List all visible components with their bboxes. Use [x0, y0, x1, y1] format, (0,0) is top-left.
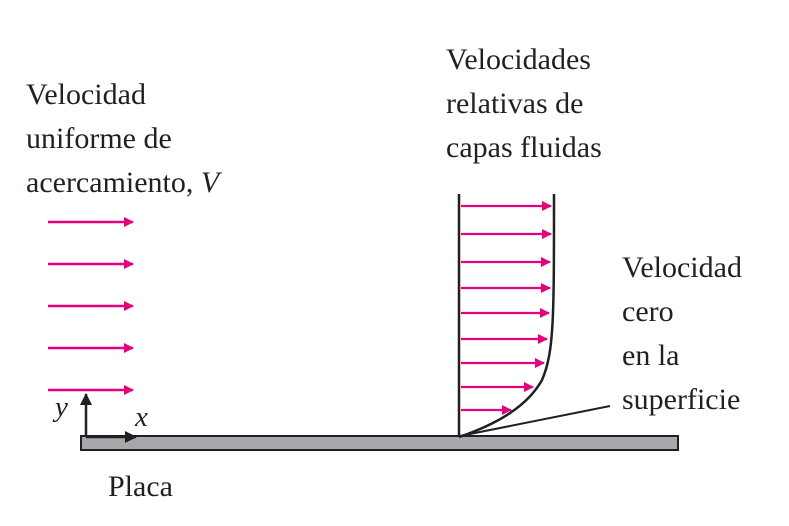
- layers-label-line2: relativas de: [446, 87, 584, 120]
- coordinate-axes: [86, 394, 136, 437]
- plate: [81, 436, 678, 450]
- fluid-layers-label: [446, 38, 602, 170]
- y-axis-label: y: [55, 391, 68, 423]
- approach-label-line1: Velocidad: [26, 78, 146, 111]
- surface-label-line4: superficie: [622, 383, 741, 416]
- surface-label-line3: en la: [622, 339, 680, 372]
- surface-velocity-label: [622, 246, 742, 422]
- layers-label-line3: capas fluidas: [446, 131, 602, 164]
- approach-label-line3: acercamiento, V: [26, 166, 220, 199]
- approach-velocity-arrows: [48, 222, 133, 390]
- profile-curve: [459, 194, 554, 437]
- surface-label-line1: Velocidad: [622, 251, 742, 284]
- surface-label-line2: cero: [622, 295, 674, 328]
- x-axis-label: x: [135, 401, 148, 433]
- plate-label: Placa: [108, 470, 173, 503]
- velocity-symbol: V: [200, 166, 220, 199]
- layers-label-line1: Velocidades: [446, 43, 591, 76]
- velocity-profile: [459, 194, 554, 437]
- approach-label-line2: uniforme de: [26, 122, 172, 155]
- approach-velocity-label: [26, 73, 219, 205]
